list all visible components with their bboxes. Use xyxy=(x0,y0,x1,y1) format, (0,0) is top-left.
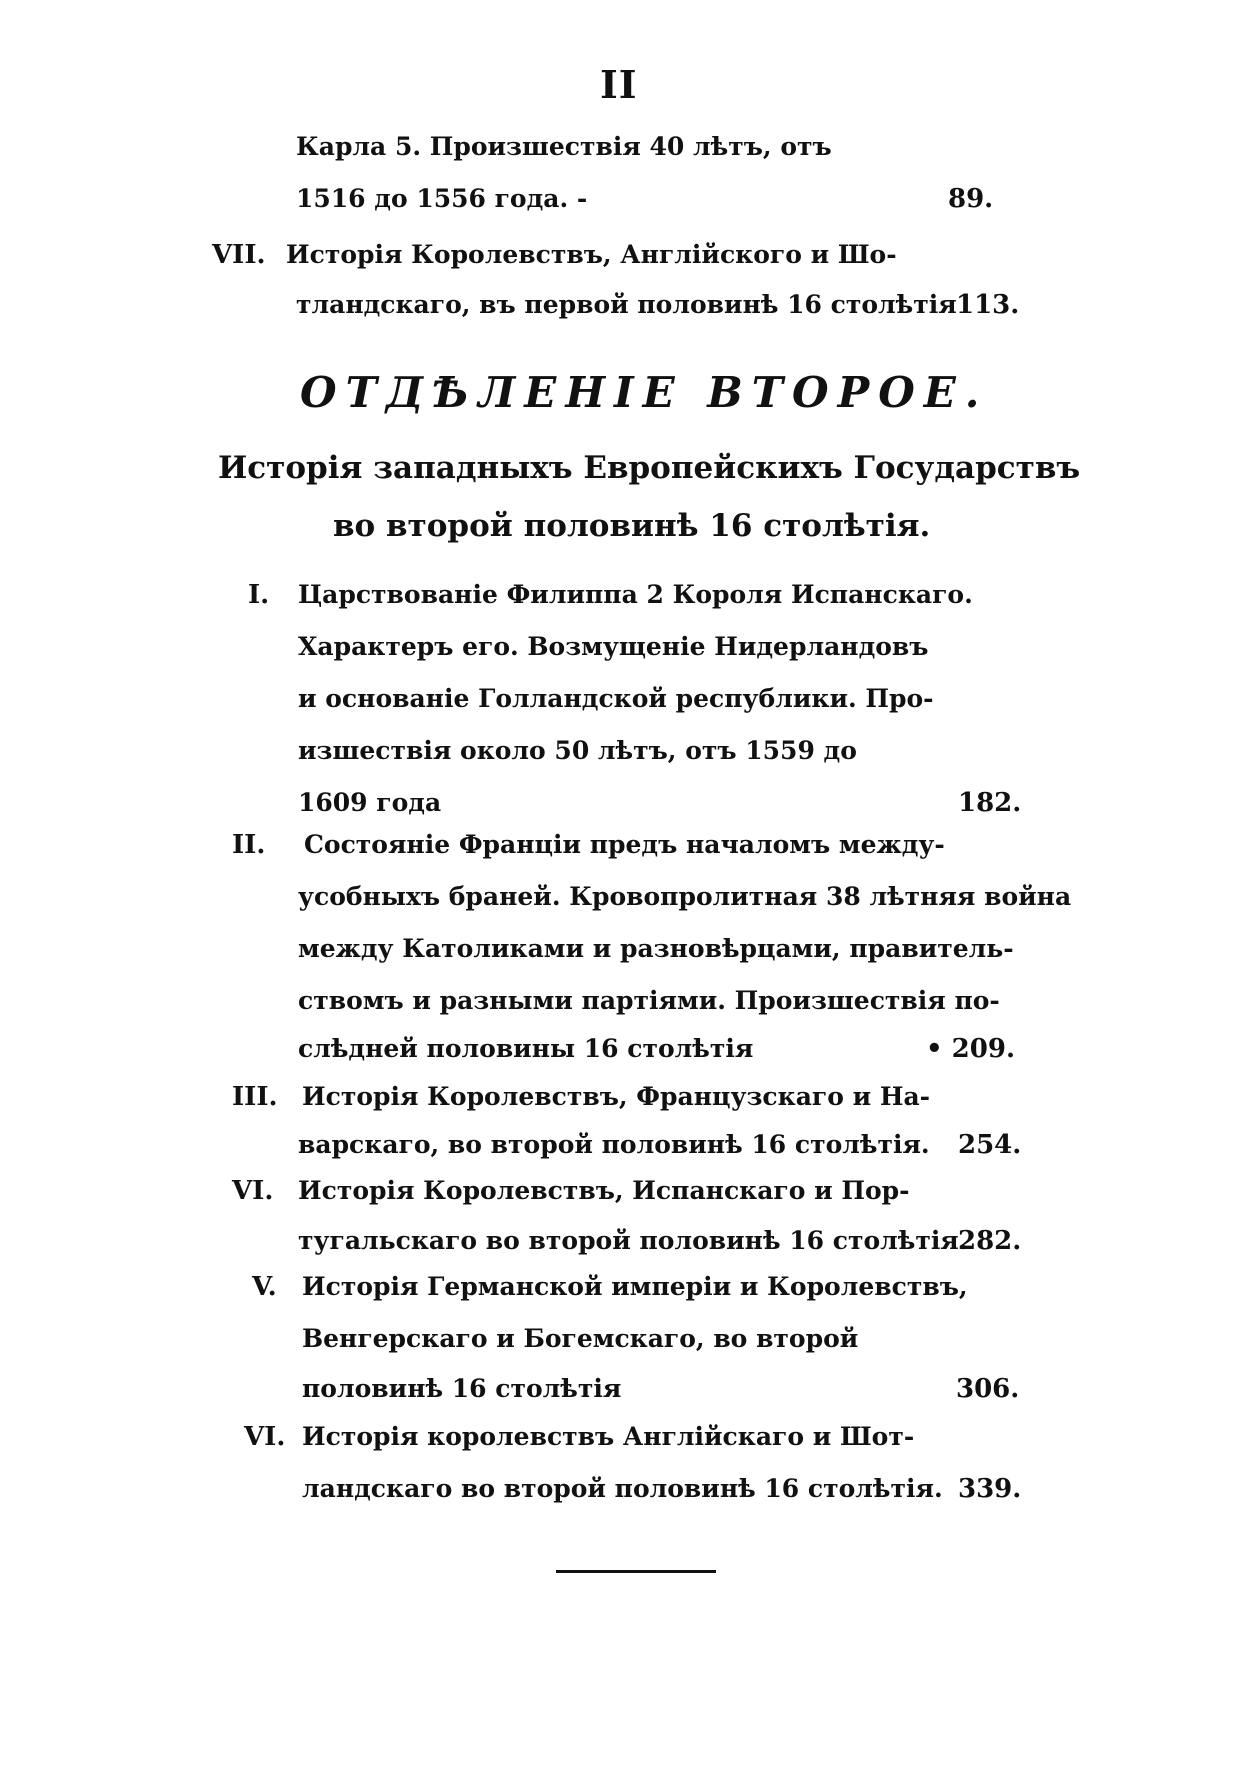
section-heading: ОТДѢЛЕНІЕ ВТОРОЕ. xyxy=(300,368,989,417)
toc-line: Состояніе Франціи предъ началомъ между- xyxy=(304,830,945,859)
toc-page-ref: 306. xyxy=(956,1374,1020,1404)
toc-line: между Католиками и разновѣрцами, правитель- xyxy=(298,934,1014,963)
toc-numeral: I. xyxy=(248,580,270,610)
toc-numeral: VI. xyxy=(244,1422,286,1452)
toc-page-ref: 182. xyxy=(958,788,1022,818)
toc-line: Исторія Королевствъ, Испанскаго и Пор- xyxy=(298,1176,910,1205)
toc-line: ландскаго во второй половинѣ 16 столѣтія. xyxy=(302,1474,943,1503)
toc-line: 1609 года xyxy=(298,788,442,817)
toc-line: Исторія Королевствъ, Англійского и Шо- xyxy=(286,240,897,269)
toc-numeral: VI. xyxy=(232,1176,274,1206)
section-title-line-1: Исторія западныхъ Европейскихъ Государствъ xyxy=(218,450,1081,486)
toc-page-ref: 89. xyxy=(948,184,994,214)
toc-numeral: II. xyxy=(232,830,266,860)
toc-page-ref: 339. xyxy=(958,1474,1022,1504)
toc-line: слѣдней половины 16 столѣтія xyxy=(298,1034,754,1063)
toc-numeral: V. xyxy=(252,1272,277,1302)
toc-line: тугальскаго во второй половинѣ 16 столѣтія. xyxy=(298,1226,968,1255)
toc-line: Исторія Королевствъ, Французскаго и На- xyxy=(302,1082,931,1111)
section-title-line-2: во второй половинѣ 16 столѣтія. xyxy=(333,508,931,544)
toc-page-ref: 254. xyxy=(958,1130,1022,1160)
toc-page-ref: 282. xyxy=(958,1226,1022,1256)
toc-line: и основаніе Голландской республики. Про- xyxy=(298,684,934,713)
toc-page-ref: • 209. xyxy=(926,1034,1015,1064)
toc-line: Характеръ его. Возмущеніе Нидерландовъ xyxy=(298,632,929,661)
toc-line: ствомъ и разными партіями. Произшествія по- xyxy=(298,986,1000,1015)
toc-line: 1516 до 1556 года. - xyxy=(296,184,588,213)
closing-divider xyxy=(556,1570,716,1573)
toc-line: Исторія Германской имперіи и Королевствъ, xyxy=(302,1272,968,1301)
page-number: II xyxy=(600,62,638,107)
toc-line: Царствованіе Филиппа 2 Короля Испанскаго. xyxy=(298,580,973,609)
toc-line: варскаго, во второй половинѣ 16 столѣтія. xyxy=(298,1130,930,1159)
toc-numeral: III. xyxy=(232,1082,278,1112)
toc-line: Исторія королевствъ Англійскаго и Шот- xyxy=(302,1422,915,1451)
toc-line: изшествія около 50 лѣтъ, отъ 1559 до xyxy=(298,736,857,765)
toc-numeral: VII. xyxy=(212,240,266,270)
toc-line: Карла 5. Произшествія 40 лѣтъ, отъ xyxy=(296,132,832,161)
toc-line: тландскаго, въ первой половинѣ 16 столѣтія xyxy=(296,290,957,319)
toc-line: половинѣ 16 столѣтія xyxy=(302,1374,622,1403)
toc-page-ref: 113. xyxy=(956,290,1020,320)
toc-line: усобныхъ браней. Кровопролитная 38 лѣтняя война xyxy=(298,882,1072,911)
toc-line: Венгерскаго и Богемскаго, во второй xyxy=(302,1324,859,1353)
